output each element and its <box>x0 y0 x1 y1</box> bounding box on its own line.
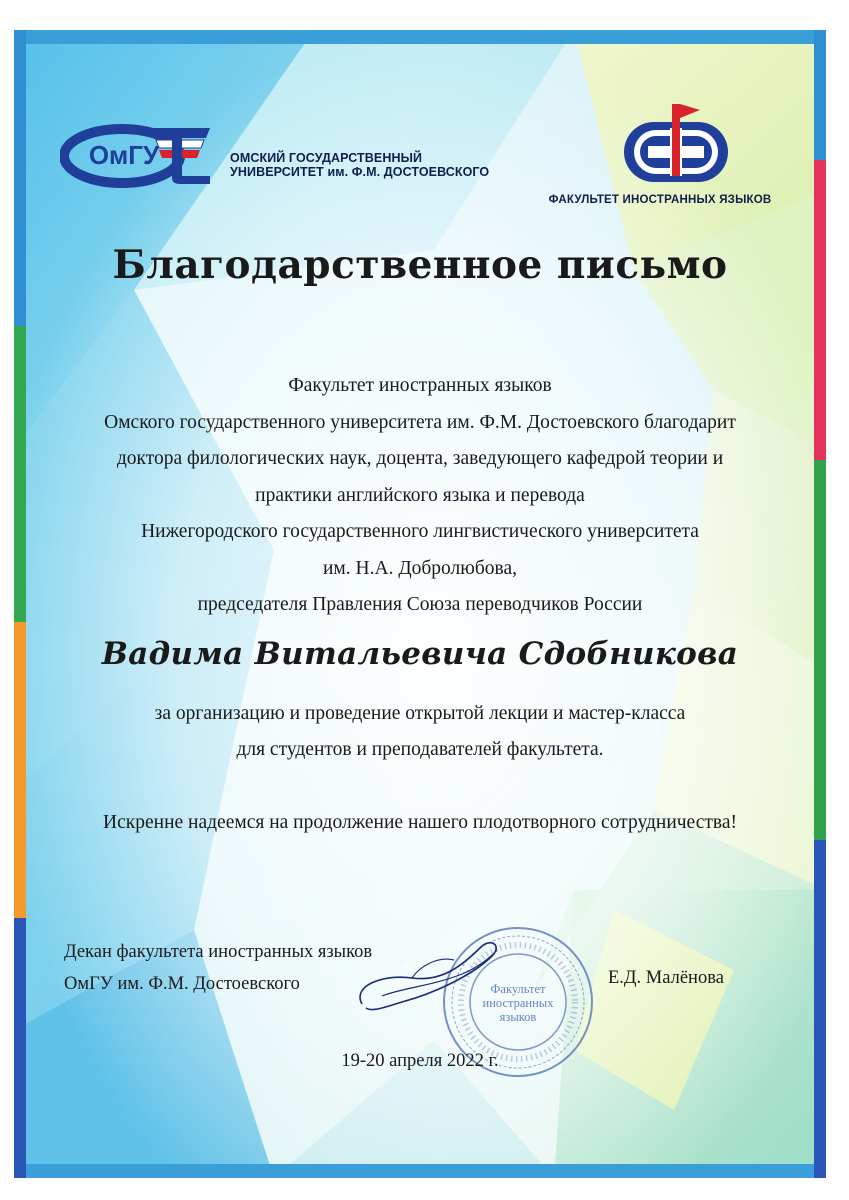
body-line: председателя Правления Союза переводчиков России <box>197 594 643 615</box>
body-line: доктора филологических наук, доцента, заведующего кафедрой теории и <box>116 448 724 469</box>
signatory-title-line1: Декан факультета иностранных языков <box>64 942 373 962</box>
left-color-strip <box>14 30 26 1178</box>
body-line: Омского государственного университета им. Ф.М. Достоевского благодарит <box>104 411 736 433</box>
reason-line: за организацию и проведение открытой лекции и мастер-класса <box>154 703 686 724</box>
stamp-line: иностранных <box>482 996 554 1010</box>
omsu-logo-text: ОмГУ <box>88 140 160 170</box>
body-text <box>42 368 798 624</box>
certificate-title: Благодарственное письмо <box>112 242 728 288</box>
omsu-logo-icon <box>60 118 220 188</box>
body-line: практики английского языка и перевода <box>255 484 585 506</box>
university-name-line2: УНИВЕРСИТЕТ им. Ф.М. ДОСТОЕВСКОГО <box>230 165 490 179</box>
stamp-line: языков <box>499 1010 537 1024</box>
recipient-name: Вадима Витальевича Сдобникова <box>101 636 739 672</box>
signatory-name: Е.Д. Малёнова <box>608 968 724 988</box>
frame-bottom-band <box>14 1164 826 1178</box>
body-line: им. Н.А. Добролюбова, <box>323 557 517 579</box>
event-date: 19-20 апреля 2022 г. <box>341 1051 499 1071</box>
stamp-line: Факультет <box>490 982 546 996</box>
faculty-logo-icon <box>620 100 732 186</box>
faculty-caption: ФАКУЛЬТЕТ ИНОСТРАННЫХ ЯЗЫКОВ <box>548 194 772 206</box>
body-line: Факультет иностранных языков <box>288 375 552 396</box>
closing-text: Искренне надеемся на продолжение нашего плодотворного сотрудничества! <box>103 812 737 833</box>
body-line: Нижегородского государственного лингвистического университета <box>141 521 699 542</box>
frame-top-band <box>14 30 826 44</box>
signature-icon <box>342 916 512 1036</box>
right-color-strip <box>814 30 826 1178</box>
university-name <box>230 151 490 179</box>
certificate-frame <box>14 30 826 1178</box>
reason-text <box>42 696 798 768</box>
reason-line: для студентов и преподавателей факультета. <box>236 739 604 760</box>
signatory-title-line2: ОмГУ им. Ф.М. Достоевского <box>64 974 300 994</box>
certificate-content <box>42 56 798 1152</box>
university-name-line1: ОМСКИЙ ГОСУДАРСТВЕННЫЙ <box>230 151 423 165</box>
